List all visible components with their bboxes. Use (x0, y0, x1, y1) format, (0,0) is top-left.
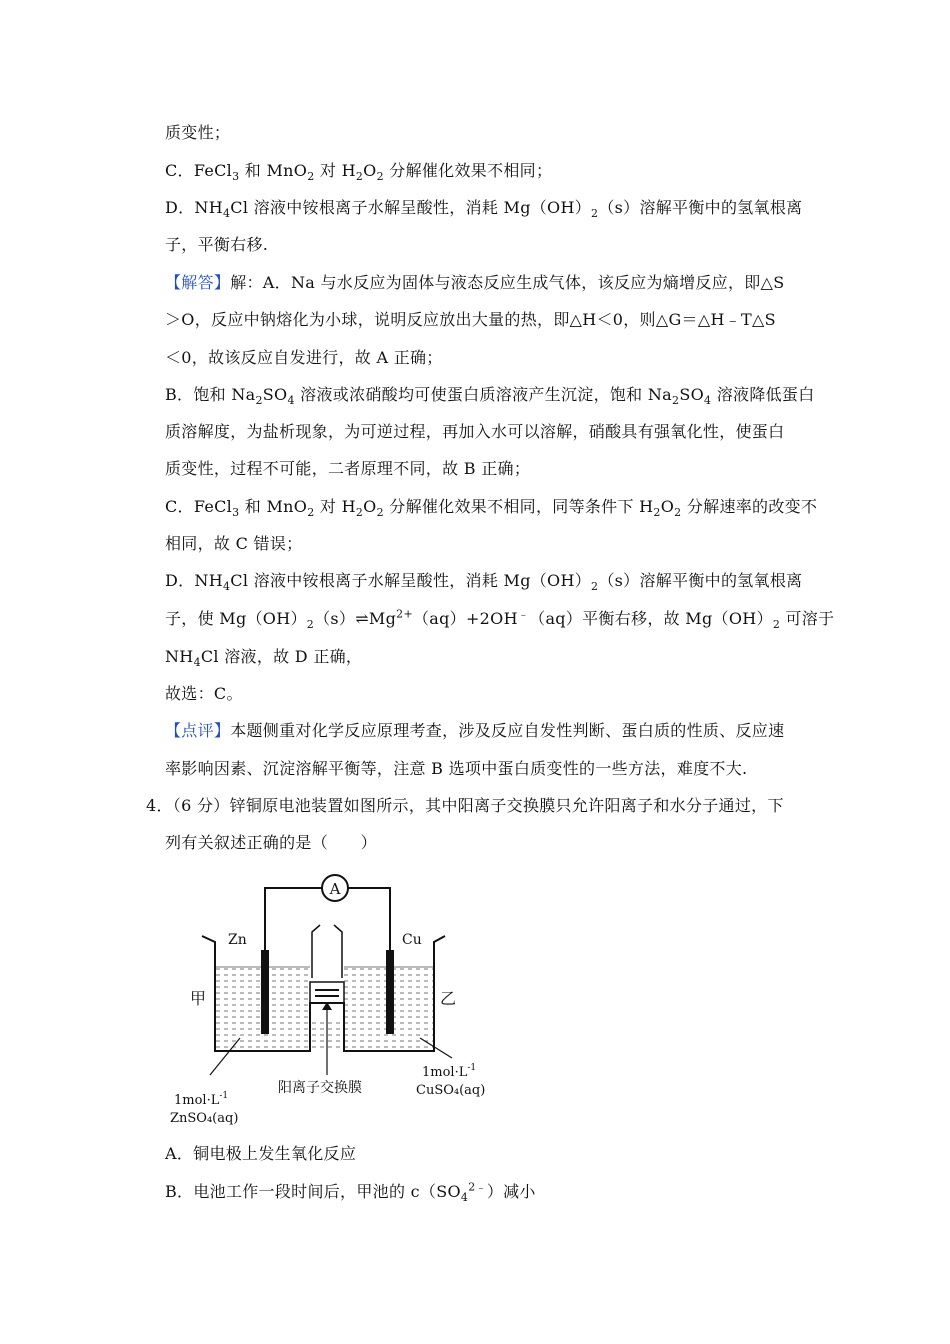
left-cell-label: 甲 (190, 989, 207, 1008)
galvanic-cell-diagram (160, 870, 510, 1130)
answer-line: ＜0，故该反应自发进行，故 A 正确； (165, 348, 443, 367)
copper-electrode (386, 950, 394, 1034)
left-concentration: $1mol\cdot L^{-1}$ (174, 1091, 229, 1108)
option-b: B．电池工作一段时间后，甲池的 $c(SO_4^{2﹣})$减小 (165, 1180, 536, 1205)
comment-line: 【点评】本题侧重对化学反应原理考查，涉及反应自发性判断、蛋白质的性质、反应速 (165, 721, 785, 740)
comment-tag: 【点评】 (165, 721, 231, 740)
text-line: 质变性； (165, 123, 231, 142)
answer-line: 质溶解度，为盐析现象，为可逆过程，再加入水可以溶解，硝酸具有强氧化性，使蛋白 (165, 422, 785, 441)
text-line: 子，平衡右移. (165, 235, 269, 254)
wire-right (348, 888, 390, 950)
answer-line: D．$NH_4Cl$ 溶液中铵根离子水解呈酸性，消耗 $Mg(OH)_2(s)$溶解平衡中的氢氧根离 (165, 571, 803, 594)
right-cell-label: 乙 (440, 989, 457, 1008)
answer-line: B．饱和 $Na_2SO_4$ 溶液或浓硝酸均可使蛋白质溶液产生沉淀，饱和 $Na_2SO_4$ 溶液降低蛋白 (165, 385, 815, 408)
answer-line: 故选：C。 (165, 684, 243, 703)
text-line: D．$NH_4Cl$ 溶液中铵根离子水解呈酸性，消耗 $Mg(OH)_2(s)$溶解平衡中的氢氧根离 (165, 198, 803, 221)
ammeter-label: A (329, 880, 341, 898)
answer-line: 子，使 $Mg(OH)_2(s)\rightleftharpoons Mg^{2+}(aq)+2OH^﹣(aq)$平衡右移，故 $Mg(OH)_2$ 可溶于 (165, 607, 835, 632)
membrane-label: 阳离子交换膜 (278, 1080, 362, 1096)
left-solution-label: ZnSO₄(aq) (170, 1111, 239, 1126)
answer-line: $NH_4Cl$ 溶液，故 D 正确， (165, 647, 363, 670)
answer-line: 【解答】解：A．Na 与水反应为固体与液态反应生成气体，该反应为熵增反应，即△S (165, 273, 785, 292)
option-a: A．铜电极上发生氧化反应 (165, 1144, 357, 1163)
right-solution-label: CuSO₄(aq) (416, 1083, 486, 1098)
comment-line: 率影响因素、沉淀溶解平衡等，注意 B 选项中蛋白质变性的一些方法，难度不大. (165, 759, 748, 778)
answer-line: 相同，故 C 错误； (165, 534, 303, 553)
zinc-label: Zn (228, 932, 247, 948)
question-stem: 4．（6 分）锌铜原电池装置如图所示，其中阳离子交换膜只允许阳离子和水分子通过，下 (146, 796, 784, 815)
zinc-electrode (261, 950, 269, 1034)
answer-line: ＞O，反应中钠熔化为小球，说明反应放出大量的热，即△H＜0，则△G＝△H﹣T△S (165, 310, 776, 329)
question-stem: 列有关叙述正确的是（ ） (165, 833, 377, 852)
text-line: C．FeCl$_3$ 和 MnO$_2$ 对 $H_2O_2$ 分解催化效果不相同； (165, 161, 553, 184)
answer-line: C．FeCl$_3$ 和 MnO$_2$ 对 $H_2O_2$ 分解催化效果不相同，同等条件下 $H_2O_2$ 分解速率的改变不 (165, 497, 818, 520)
wire-left (265, 888, 322, 963)
copper-label: Cu (402, 932, 422, 948)
answer-line: 质变性，过程不可能，二者原理不同，故 B 正确； (165, 459, 531, 478)
right-concentration: $1mol\cdot L^{-1}$ (422, 1063, 477, 1080)
answer-tag: 【解答】 (165, 273, 231, 292)
